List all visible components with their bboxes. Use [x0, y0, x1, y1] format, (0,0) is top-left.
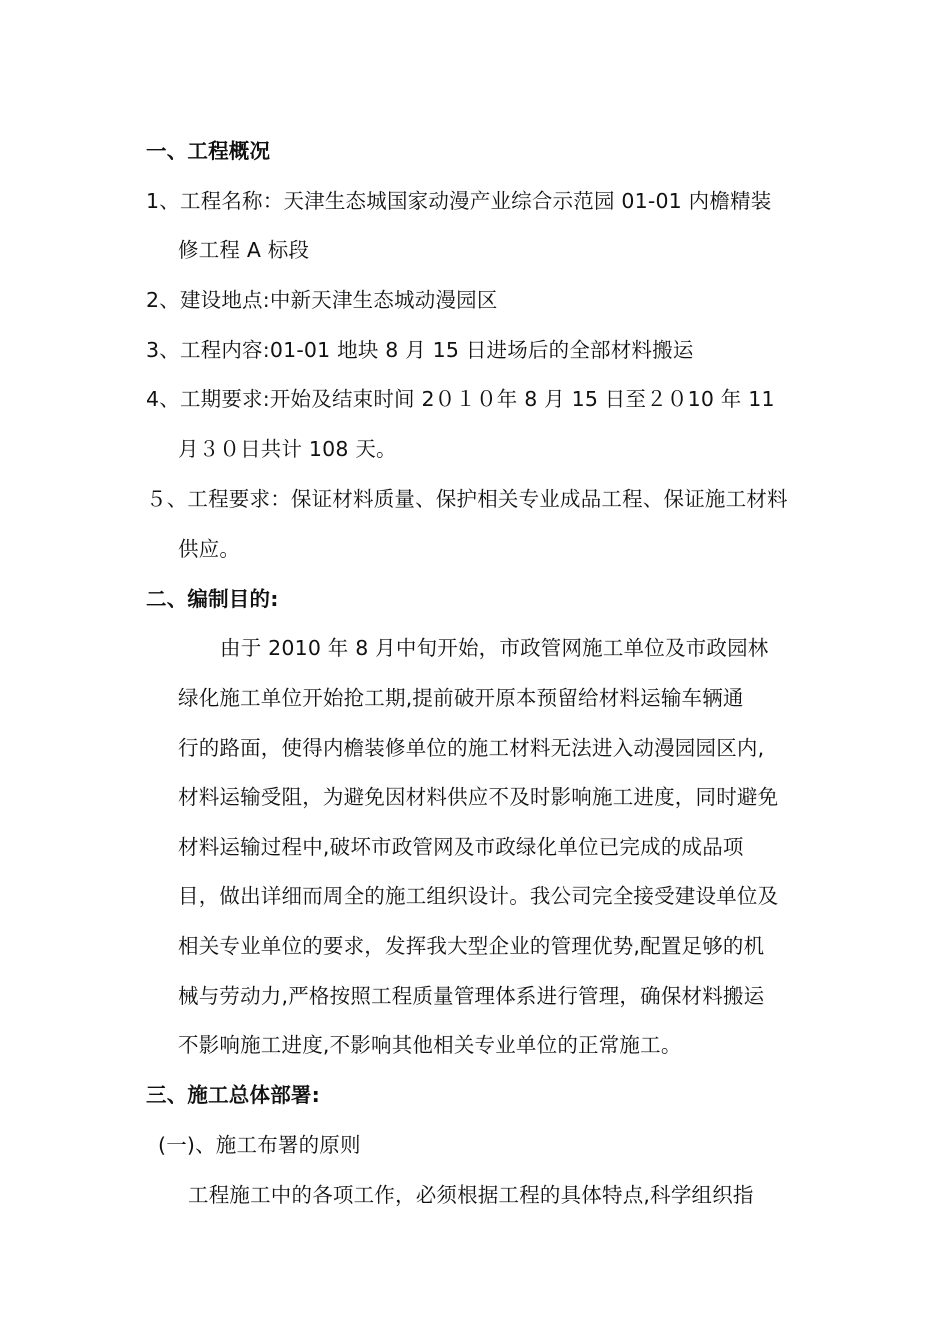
item-2: 2、建设地点:中新天津生态城动漫园区: [146, 288, 498, 312]
purpose-paragraph-line: 相关专业单位的要求，发挥我大型企业的管理优势,配置足够的机: [178, 934, 765, 958]
purpose-paragraph-line: 不影响施工进度,不影响其他相关专业单位的正常施工。: [178, 1033, 682, 1057]
item-5-line-1: ５、工程要求：保证材料质量、保护相关专业成品工程、保证施工材料: [146, 487, 788, 511]
item-3: 3、工程内容:01-01 地块 8 月 15 日进场后的全部材料搬运: [146, 338, 694, 362]
purpose-paragraph-line: 材料运输过程中,破坏市政管网及市政绿化单位已完成的成品项: [178, 835, 744, 859]
item-4-line-1: 4、工期要求:开始及结束时间 2０１０年 8 月 15 日至２０10 年 11: [146, 387, 775, 411]
item-1-line-1: 1、工程名称：天津生态城国家动漫产业综合示范园 01-01 内檐精装: [146, 189, 772, 213]
section-3-subheading: (一)、施工布署的原则: [158, 1133, 361, 1157]
purpose-paragraph-line: 械与劳动力,严格按照工程质量管理体系进行管理，确保材料搬运: [178, 984, 765, 1008]
purpose-paragraph-line: 行的路面，使得内檐装修单位的施工材料无法进入动漫园园区内,: [178, 736, 765, 760]
purpose-paragraph-line: 材料运输受阻，为避免因材料供应不及时影响施工进度，同时避免: [178, 785, 779, 809]
deployment-paragraph-line: 工程施工中的各项工作，必须根据工程的具体特点,科学组织指: [188, 1183, 754, 1207]
purpose-paragraph-line: 绿化施工单位开始抢工期,提前破开原本预留给材料运输车辆通: [178, 686, 744, 710]
item-1-line-2: 修工程 A 标段: [178, 238, 310, 262]
item-5-line-2: 供应。: [178, 537, 241, 561]
item-4-line-2: 月３０日共计 108 天。: [178, 437, 397, 461]
purpose-paragraph-line: 目，做出详细而周全的施工组织设计。我公司完全接受建设单位及: [178, 884, 779, 908]
purpose-paragraph-line: 由于 2010 年 8 月中旬开始，市政管网施工单位及市政园林: [220, 636, 769, 660]
section-1-heading: 一、工程概况: [146, 139, 271, 163]
section-3-heading: 三、施工总体部署:: [146, 1083, 320, 1107]
section-2-heading: 二、编制目的:: [146, 587, 279, 611]
